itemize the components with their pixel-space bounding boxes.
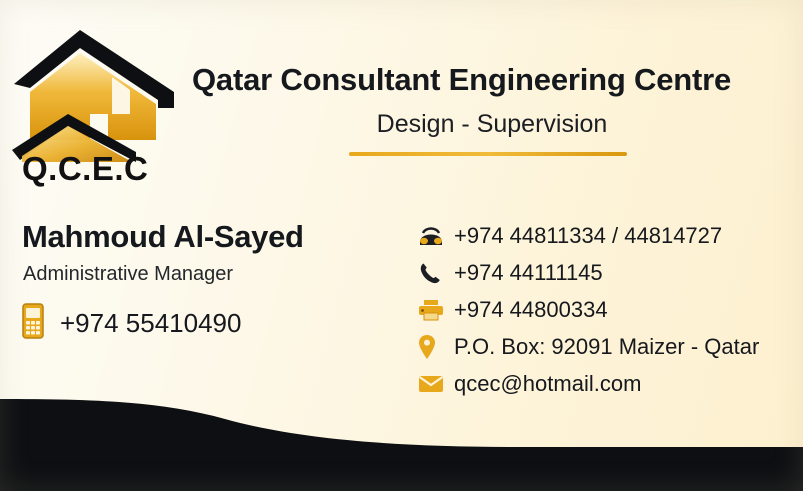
contact-value: P.O. Box: 92091 Maizer - Qatar <box>454 334 760 359</box>
contact-row-phone <box>418 259 759 287</box>
contact-value: +974 44811334 / 44814727 <box>454 223 723 248</box>
company-name: Qatar Consultant Engineering Centre <box>192 62 732 97</box>
person-name: Mahmoud Al-Sayed <box>22 219 304 254</box>
location-pin-icon <box>418 334 454 360</box>
company-logo <box>8 22 180 187</box>
mobile-phone-icon <box>22 303 44 344</box>
contact-value: +974 44800334 <box>454 297 608 322</box>
contact-row-fax <box>418 296 759 324</box>
company-tagline: Design - Supervision <box>376 110 608 138</box>
person-mobile-row <box>22 303 241 344</box>
phone-handset-icon <box>418 261 454 285</box>
contact-value: qcec@hotmail.com <box>454 371 642 396</box>
telephone-icon <box>418 225 454 247</box>
person-mobile-number: +974 55410490 <box>60 308 242 338</box>
contact-row-address <box>418 333 759 361</box>
fax-icon <box>418 299 454 321</box>
contact-row-telephone <box>418 222 759 250</box>
bottom-black-swoosh <box>0 371 803 491</box>
logo-acronym: Q.C.E.C <box>22 150 149 187</box>
gold-divider <box>349 152 627 156</box>
contact-value: +974 44111145 <box>454 260 603 285</box>
person-title: Administrative Manager <box>23 263 234 285</box>
